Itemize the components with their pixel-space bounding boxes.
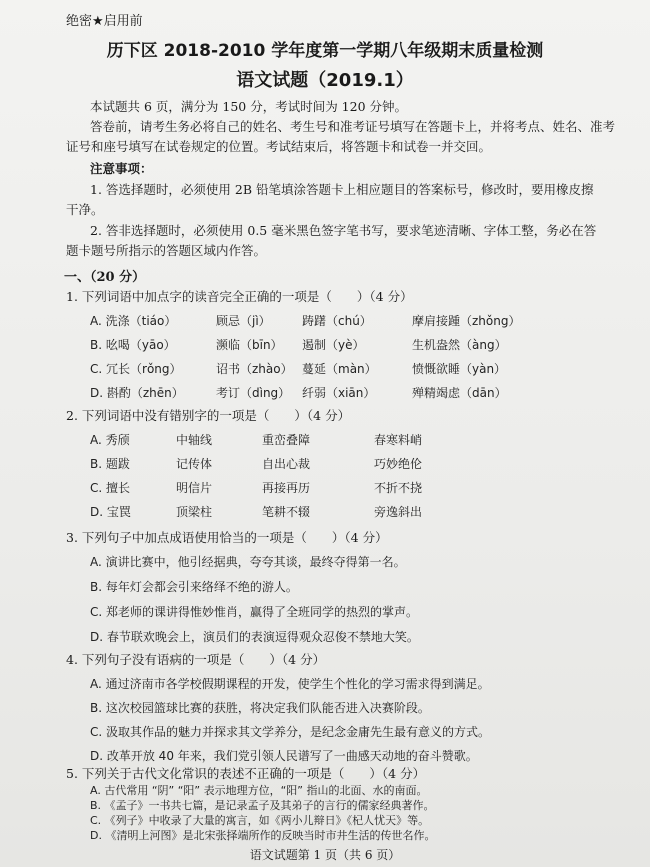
exam-title: 历下区 2018-2010 学年度第一学期八年级期末质量检测 — [106, 41, 544, 61]
q2-row — [90, 431, 422, 448]
q1-row — [90, 312, 520, 329]
q2-cell: 旁逸斜出 — [374, 505, 423, 519]
q1-cell: 纤弱（xiān） — [302, 386, 376, 400]
q4-option: C. 汲取其作品的魅力并探求其文学养分，是纪念金庸先生最有意义的方式。 — [90, 725, 491, 739]
q2-cell: 自出心裁 — [262, 457, 311, 471]
q5-option: C. 《列子》中收录了大量的寓言，如《两小儿辩日》《杞人忧天》等。 — [90, 814, 430, 827]
q1-cell: 顾忌（jì） — [216, 314, 271, 328]
q1-cell: 殚精竭虑（dān） — [412, 386, 507, 400]
q2-cell: A. 秀颀 — [90, 433, 130, 447]
q5-option: B. 《孟子》一书共七篇，是记录孟子及其弟子的言行的儒家经典著作。 — [90, 799, 435, 812]
q2-row — [90, 479, 422, 496]
q4-option: D. 改革开放 40 年来，我们党引领人民谱写了一曲感天动地的奋斗赞歌。 — [90, 749, 478, 763]
notes-title: 注意事项： — [90, 161, 153, 176]
q1-cell: 摩肩接踵（zhǒng） — [412, 314, 521, 328]
q3-option: A. 演讲比赛中，他引经据典，夸夸其谈，最终夺得第一名。 — [90, 555, 406, 569]
q2-cell: 笔耕不辍 — [262, 505, 311, 519]
q2-cell: 巧妙绝伦 — [374, 457, 423, 471]
q1-row — [90, 336, 507, 353]
question-2-stem: 2. 下列词语中没有错别字的一项是（ ）（4 分） — [66, 408, 351, 423]
q2-cell: C. 擅长 — [90, 481, 131, 495]
note-line: 2. 答非选择题时，必须使用 0.5 毫米黑色签字笔书写，要求笔迹清晰、字体工整，务必在答 — [90, 223, 597, 238]
q3-option: B. 每年灯会都会引来络绎不绝的游人。 — [90, 580, 298, 594]
q1-cell: 蔓延（màn） — [302, 362, 377, 376]
q2-cell: 不折不挠 — [374, 481, 423, 495]
instruction-line: 本试题共 6 页，满分为 150 分，考试时间为 120 分钟。 — [90, 99, 408, 114]
q2-cell: B. 题跋 — [90, 457, 130, 471]
instruction-line: 答卷前，请考生务必将自己的姓名、考生号和准考证号填写在答题卡上，并将考点、姓名、准考 — [90, 119, 616, 134]
q1-row — [90, 384, 507, 401]
q1-cell: 濒临（bīn） — [216, 338, 283, 352]
question-3-stem: 3. 下列句子中加点成语使用恰当的一项是（ ）（4 分） — [66, 530, 388, 545]
q1-cell: 愤慨欲睡（yàn） — [412, 362, 507, 376]
exam-subtitle: 语文试题（2019.1） — [236, 70, 414, 91]
q1-cell: 生机盎然（àng） — [412, 338, 507, 352]
q5-option: A. 古代常用 “阴” “阳” 表示地理方位，“阳” 指山的北面、水的南面。 — [90, 784, 428, 797]
confidential-mark: 绝密★启用前 — [66, 14, 143, 29]
q1-cell: B. 吆喝（yāo） — [90, 338, 176, 352]
q1-row — [90, 360, 506, 377]
q2-cell: 重峦叠障 — [262, 433, 311, 447]
instruction-line: 证号和座号填写在试卷规定的位置。考试结束后，将答题卡和试卷一并交回。 — [66, 139, 492, 154]
q2-cell: 春寒料峭 — [374, 433, 423, 447]
q2-cell: 明信片 — [176, 481, 213, 495]
q1-cell: 踌躇（chú） — [302, 314, 372, 328]
q1-cell: 考订（dìng） — [216, 386, 291, 400]
question-5-stem: 5. 下列关于古代文化常识的表述不正确的一项是（ ）（4 分） — [66, 766, 426, 781]
q3-option: D. 春节联欢晚会上，演员们的表演逗得观众忍俊不禁地大笑。 — [90, 630, 419, 644]
q2-cell: 中轴线 — [176, 433, 213, 447]
section-heading: 一、（20 分） — [64, 270, 146, 285]
q2-cell: 顶梁柱 — [176, 505, 213, 519]
q2-row — [90, 455, 422, 472]
q2-row — [90, 503, 422, 520]
q4-option: B. 这次校园篮球比赛的获胜，将决定我们队能否进入决赛阶段。 — [90, 701, 430, 715]
note-line: 干净。 — [66, 202, 104, 217]
q2-cell: D. 宝罠 — [90, 505, 131, 519]
q1-cell: A. 洗涤（tiáo） — [90, 314, 177, 328]
q1-cell: C. 冗长（rǒng） — [90, 362, 182, 376]
question-4-stem: 4. 下列句子没有语病的一项是（ ）（4 分） — [66, 652, 326, 667]
note-line: 题卡题号所指示的答题区域内作答。 — [66, 243, 267, 258]
q1-cell: 遏制（yè） — [302, 338, 365, 352]
note-line: 1. 答选择题时，必须使用 2B 铅笔填涂答题卡上相应题目的答案标号，修改时，要用橡皮擦 — [90, 182, 594, 197]
question-1-stem: 1. 下列词语中加点字的读音完全正确的一项是（ ）（4 分） — [66, 289, 413, 304]
q1-cell: D. 斟酌（zhēn） — [90, 386, 184, 400]
q2-cell: 记传体 — [176, 457, 213, 471]
page-footer: 语文试题第 1 页（共 6 页） — [249, 848, 401, 862]
q1-cell: 诏书（zhào） — [216, 362, 293, 376]
q2-cell: 再接再历 — [262, 481, 311, 495]
q4-option: A. 通过济南市各学校假期课程的开发，使学生个性化的学习需求得到满足。 — [90, 677, 490, 691]
q5-option: D. 《清明上河图》是北宋张择端所作的反映当时市井生活的传世名作。 — [90, 829, 436, 842]
q3-option: C. 郑老师的课讲得惟妙惟肖，赢得了全班同学的热烈的掌声。 — [90, 605, 419, 619]
